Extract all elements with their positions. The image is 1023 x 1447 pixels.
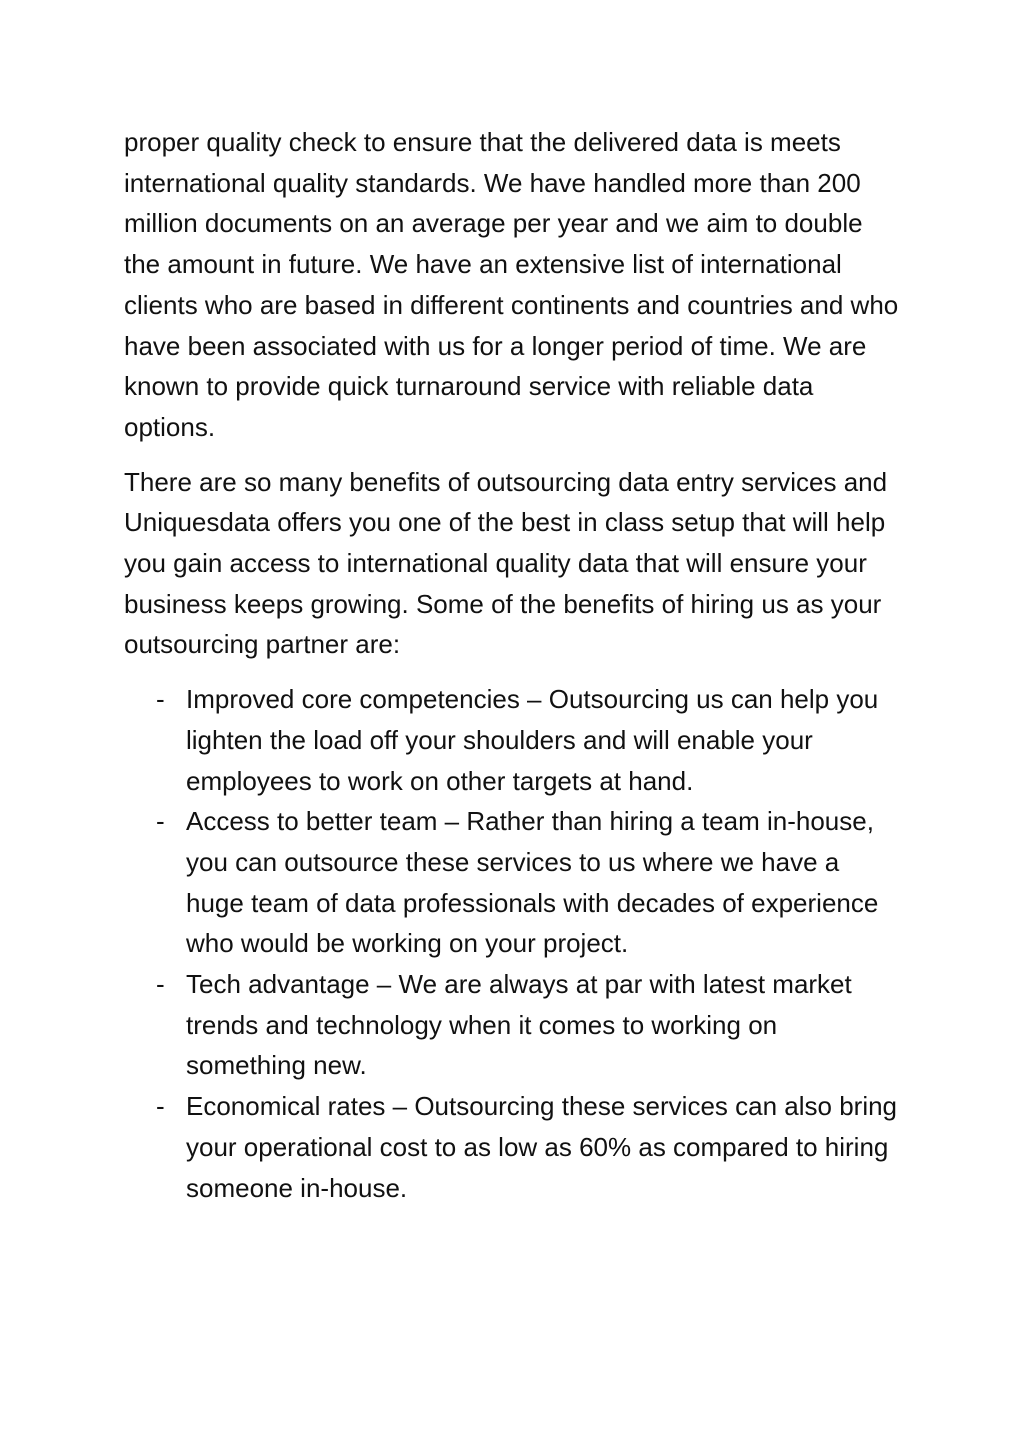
list-item [124,679,904,801]
list-item [124,964,904,1086]
list-item-text: Tech advantage – We are always at par with latest market trends and technology when it comes to working on something new. [186,969,852,1081]
list-item [124,1086,904,1208]
bullet-dash: - [156,684,165,715]
document-page [124,122,904,1208]
list-item [124,801,904,964]
bullet-dash: - [156,969,165,1000]
bullet-dash: - [156,1091,165,1122]
list-item-text: Access to better team – Rather than hiring a team in-house, you can outsource these services to us where we have a huge team of data professionals with decades of experience who would be working on your project. [186,806,879,959]
list-item-text: Improved core competencies – Outsourcing us can help you lighten the load off your shoulders and will enable your employees to work on other targets at hand. [186,684,879,796]
bullet-dash: - [156,806,165,837]
benefits-list [124,679,904,1208]
intro-paragraph: proper quality check to ensure that the delivered data is meets international quality standards. We have handled more than 200 million documents on an average per year and we aim to double the amount in future. We have an extensive list of international clients who are based in different continents and countries and who have been associated with us for a longer period of time. We are known to provide quick turnaround service with reliable data options. [124,127,899,442]
list-item-text: Economical rates – Outsourcing these services can also bring your operational cost to as low as 60% as compared to hiring someone in-house. [186,1091,898,1203]
benefits-paragraph: There are so many benefits of outsourcing data entry services and Uniquesdata offers you one of the best in class setup that will help you gain access to international quality data that will ensure your business keeps growing. Some of the benefits of hiring us as your outsourcing partner are: [124,466,888,660]
